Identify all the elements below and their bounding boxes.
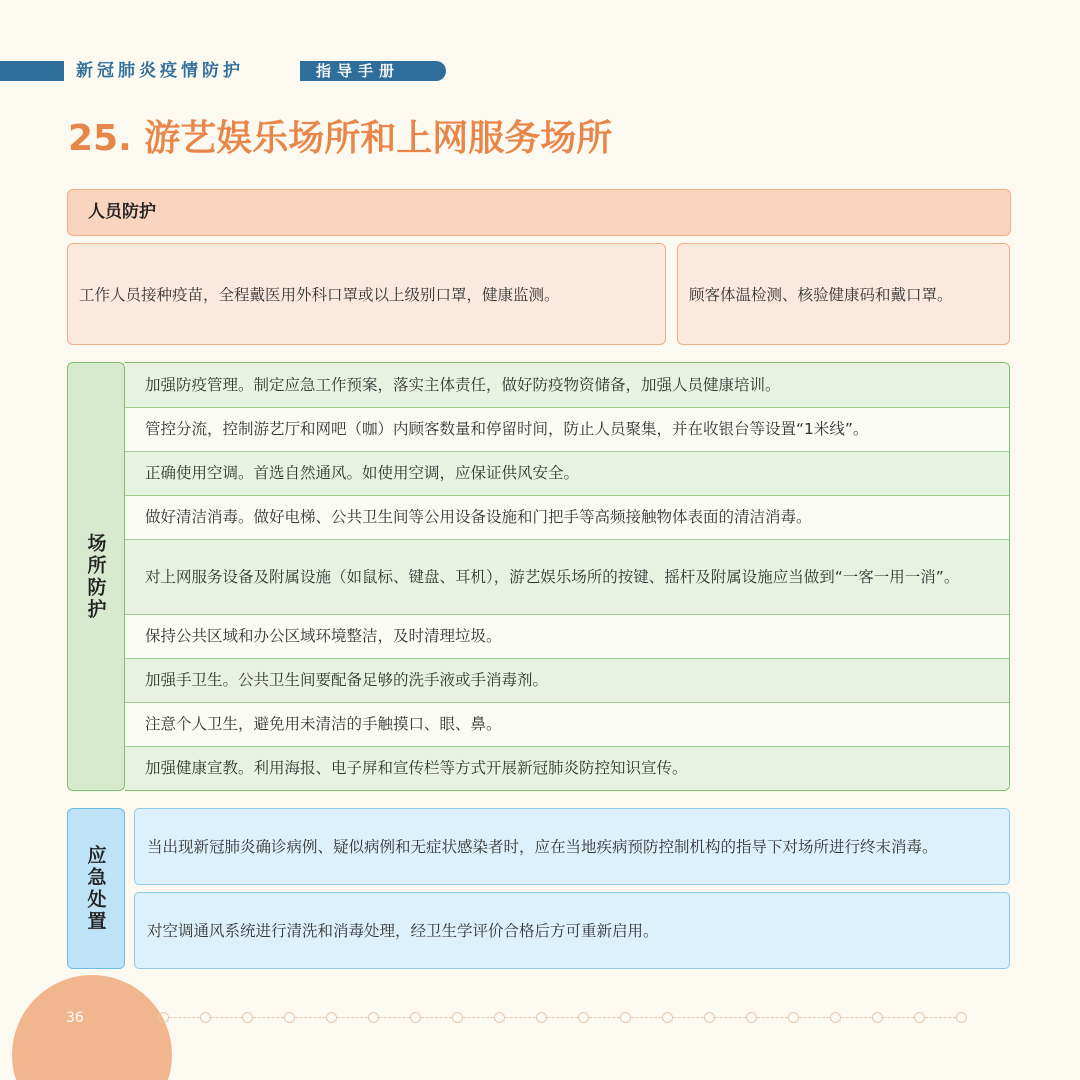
- personnel-staff-text: 工作人员接种疫苗，全程戴医用外科口罩或以上级别口罩，健康监测。: [79, 286, 560, 304]
- divider-dash: [715, 1017, 746, 1018]
- footer-dotted-divider: [158, 1010, 1018, 1024]
- divider-dot: [914, 1012, 925, 1023]
- venue-list: [125, 362, 1010, 791]
- divider-dash: [421, 1017, 452, 1018]
- emergency-item-text: 当出现新冠肺炎确诊病例、疑似病例和无症状感染者时，应在当地疾病预防控制机构的指导下对场所进行终末消毒。: [147, 837, 938, 856]
- page-title: 25. 游艺娱乐场所和上网服务场所: [68, 118, 613, 159]
- divider-dash: [799, 1017, 830, 1018]
- emergency-label-box: [67, 808, 125, 969]
- divider-dash: [253, 1017, 284, 1018]
- divider-dot: [578, 1012, 589, 1023]
- emergency-item-text: 对空调通风系统进行清洗和消毒处理，经卫生学评价合格后方可重新启用。: [147, 921, 659, 940]
- divider-dash: [505, 1017, 536, 1018]
- divider-dash: [925, 1017, 956, 1018]
- divider-dash: [673, 1017, 704, 1018]
- divider-dot: [326, 1012, 337, 1023]
- divider-dot: [284, 1012, 295, 1023]
- emergency-item: [134, 892, 1010, 969]
- divider-dash: [211, 1017, 242, 1018]
- divider-dash: [337, 1017, 368, 1018]
- divider-dot: [158, 1012, 169, 1023]
- divider-dot: [536, 1012, 547, 1023]
- list-item: 注意个人卫生，避免用未清洁的手触摸口、眼、鼻。: [125, 703, 1009, 747]
- divider-dot: [410, 1012, 421, 1023]
- divider-dash: [379, 1017, 410, 1018]
- divider-dot: [788, 1012, 799, 1023]
- divider-dash: [547, 1017, 578, 1018]
- divider-dot: [368, 1012, 379, 1023]
- divider-dash: [841, 1017, 872, 1018]
- divider-dash: [883, 1017, 914, 1018]
- divider-dash: [295, 1017, 326, 1018]
- personnel-heading: 人员防护: [67, 189, 1011, 236]
- divider-dot: [704, 1012, 715, 1023]
- divider-dot: [620, 1012, 631, 1023]
- list-item: 加强手卫生。公共卫生间要配备足够的洗手液或手消毒剂。: [125, 659, 1009, 703]
- divider-dot: [494, 1012, 505, 1023]
- page-number: 36: [66, 1010, 84, 1026]
- list-item: 对上网服务设备及附属设施（如鼠标、键盘、耳机），游艺娱乐场所的按键、摇杆及附属设施应当做到“一客一用一消”。: [125, 540, 1009, 615]
- list-item: 加强防疫管理。制定应急工作预案，落实主体责任，做好防疫物资储备，加强人员健康培训。: [125, 363, 1009, 408]
- list-item: 正确使用空调。首选自然通风。如使用空调，应保证供风安全。: [125, 452, 1009, 496]
- emergency-label: 应急处置: [84, 844, 107, 933]
- divider-dash: [463, 1017, 494, 1018]
- divider-dot: [956, 1012, 967, 1023]
- divider-dot: [200, 1012, 211, 1023]
- list-item: 管控分流，控制游艺厅和网吧（咖）内顾客数量和停留时间，防止人员聚集，并在收银台等设置“1米线”。: [125, 408, 1009, 452]
- header-tag: 指导手册: [300, 61, 446, 81]
- emergency-item: [134, 808, 1010, 885]
- divider-dot: [242, 1012, 253, 1023]
- venue-label: 场所防护: [84, 532, 107, 621]
- personnel-customer-text: 顾客体温检测、核验健康码和戴口罩。: [689, 286, 953, 304]
- divider-dot: [662, 1012, 673, 1023]
- list-item: 保持公共区域和办公区域环境整洁，及时清理垃圾。: [125, 615, 1009, 659]
- divider-dot: [872, 1012, 883, 1023]
- divider-dot: [746, 1012, 757, 1023]
- list-item: 加强健康宣教。利用海报、电子屏和宣传栏等方式开展新冠肺炎防控知识宣传。: [125, 747, 1009, 790]
- divider-dash: [757, 1017, 788, 1018]
- venue-label-box: [67, 362, 125, 791]
- page-number-circle: [12, 975, 172, 1080]
- divider-dash: [631, 1017, 662, 1018]
- list-item: 做好清洁消毒。做好电梯、公共卫生间等公用设备设施和门把手等高频接触物体表面的清洁消毒。: [125, 496, 1009, 540]
- header-title: 新冠肺炎疫情防护: [76, 61, 244, 81]
- divider-dot: [452, 1012, 463, 1023]
- personnel-customer-box: [677, 243, 1010, 345]
- header-accent-bar: [0, 61, 64, 81]
- divider-dash: [169, 1017, 200, 1018]
- personnel-staff-box: [67, 243, 666, 345]
- divider-dot: [830, 1012, 841, 1023]
- divider-dash: [589, 1017, 620, 1018]
